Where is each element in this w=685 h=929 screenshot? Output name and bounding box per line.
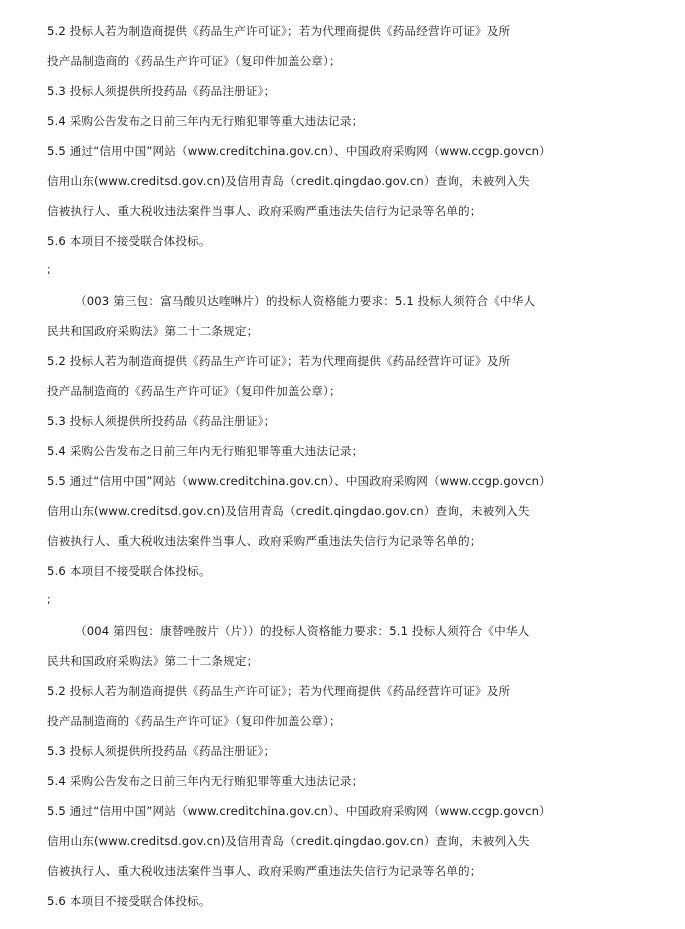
text-line: 5.4 采购公告发布之日前三年内无行贿犯罪等重大违法记录； — [47, 444, 364, 458]
text-line: 5.6 本项目不接受联合体投标。 — [47, 564, 211, 578]
text-line: 5.6 本项目不接受联合体投标。 — [47, 234, 211, 248]
text-line: 5.3 投标人须提供所投药品《药品注册证》； — [47, 84, 276, 98]
text-line: 5.2 投标人若为制造商提供《药品生产许可证》；若为代理商提供《药品经营许可证》及所 — [47, 684, 511, 698]
text-line: 信被执行人、重大税收违法案件当事人、政府采购严重违法失信行为记录等名单的； — [47, 864, 482, 878]
text-line: 5.5 通过“信用中国”网站（www.creditchina.gov.cn）、中国政府采购网（www.ccgp.govcn） — [47, 804, 551, 818]
text-line: 投产品制造商的《药品生产许可证》（复印件加盖公章）； — [47, 54, 341, 68]
text-line: 信用山东(www.creditsd.gov.cn)及信用青岛（credit.qingdao.gov.cn）查询，未被列入失 — [47, 504, 530, 518]
text-line: 5.3 投标人须提供所投药品《药品注册证》； — [47, 744, 276, 758]
text-line: 5.5 通过“信用中国”网站（www.creditchina.gov.cn）、中国政府采购网（www.ccgp.govcn） — [47, 144, 551, 158]
text-line: 信被执行人、重大税收违法案件当事人、政府采购严重违法失信行为记录等名单的； — [47, 534, 482, 548]
text-line: 5.2 投标人若为制造商提供《药品生产许可证》；若为代理商提供《药品经营许可证》及所 — [47, 24, 511, 38]
text-line: 信被执行人、重大税收违法案件当事人、政府采购严重违法失信行为记录等名单的； — [47, 204, 482, 218]
text-line: 5.6 本项目不接受联合体投标。 — [47, 894, 211, 908]
package-heading-line: （004 第四包：康替唑胺片（片））的投标人资格能力要求：5.1 投标人须符合《中华人 — [75, 624, 530, 638]
text-line: 信用山东(www.creditsd.gov.cn)及信用青岛（credit.qingdao.gov.cn）查询，未被列入失 — [47, 174, 530, 188]
text-line: 5.4 采购公告发布之日前三年内无行贿犯罪等重大违法记录； — [47, 774, 364, 788]
text-line: 5.3 投标人须提供所投药品《药品注册证》； — [47, 414, 276, 428]
text-line: 5.5 通过“信用中国”网站（www.creditchina.gov.cn）、中国政府采购网（www.ccgp.govcn） — [47, 474, 551, 488]
text-line: 民共和国政府采购法》第二十二条规定； — [47, 324, 259, 338]
text-line: 民共和国政府采购法》第二十二条规定； — [47, 654, 259, 668]
text-line: 信用山东(www.creditsd.gov.cn)及信用青岛（credit.qingdao.gov.cn）查询，未被列入失 — [47, 834, 530, 848]
separator-mark: ; — [47, 263, 51, 276]
package-heading-line: （003 第三包：富马酸贝达喹啉片）的投标人资格能力要求：5.1 投标人须符合《中华人 — [75, 294, 536, 308]
separator-mark: ; — [47, 593, 51, 606]
text-line: 5.4 采购公告发布之日前三年内无行贿犯罪等重大违法记录； — [47, 114, 364, 128]
text-line: 5.2 投标人若为制造商提供《药品生产许可证》；若为代理商提供《药品经营许可证》及所 — [47, 354, 511, 368]
text-line: 投产品制造商的《药品生产许可证》（复印件加盖公章）； — [47, 714, 341, 728]
text-line: 投产品制造商的《药品生产许可证》（复印件加盖公章）； — [47, 384, 341, 398]
